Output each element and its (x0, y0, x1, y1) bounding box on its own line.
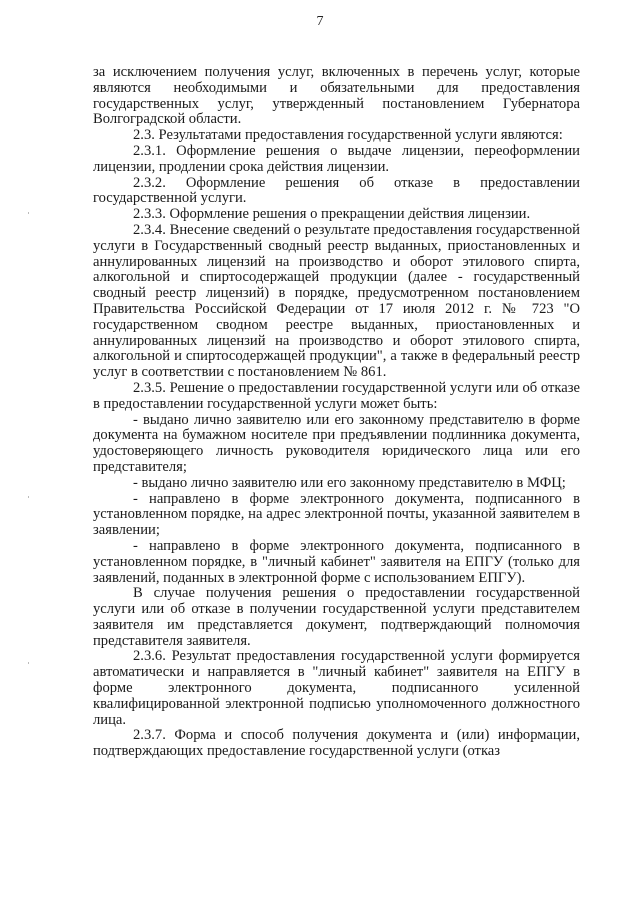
paragraph: 2.3.2. Оформление решения об отказе в предоставлении государственной услуги. (93, 174, 580, 207)
paragraph: за исключением получения услуг, включенных в перечень услуг, которые являются необходимыми и обязательными для предоставления государственных услуг, утвержденный постановлением Губернатора Волгоградской области. (93, 64, 580, 128)
paragraph: - направлено в форме электронного документа, подписанного в установленном порядке, на адрес электронной почты, указанной заявителем в заявлении; (93, 490, 580, 539)
page-number: 7 (316, 14, 324, 29)
scan-edge-mark (28, 662, 29, 664)
paragraph: 2.3.3. Оформление решения о прекращении действия лицензии. (133, 206, 531, 223)
paragraph: - выдано лично заявителю или его законному представителю в форме документа на бумажном носителе при предъявлении подлинника документа, удостоверяющего личность руководителя юридического лица или его представителя; (93, 411, 580, 475)
scan-edge-mark (28, 496, 29, 498)
paragraph: 2.3.5. Решение о предоставлении государственной услуги или об отказе в предоставлении государственной услуги может быть: (93, 379, 580, 412)
paragraph: 2.3.1. Оформление решения о выдаче лицензии, переоформлении лицензии, продлении срока действия лицензии. (93, 142, 580, 175)
paragraph: - выдано лично заявителю или его законному представителю в МФЦ; (133, 474, 566, 491)
scan-edge-mark (28, 212, 29, 214)
paragraph: 2.3.7. Форма и способ получения документа и (или) информации, подтверждающих предоставление государственной услуги (отказ (93, 727, 580, 760)
paragraph: В случае получения решения о предоставлении государственной услуги или об отказе в получении государственной услуги представителем заявителя им представляется документ, подтверждающий полномочия представителя заявителя. (93, 585, 580, 649)
document-body (93, 65, 580, 760)
paragraph: 2.3. Результатами предоставления государственной услуги являются: (133, 127, 563, 144)
paragraph: - направлено в форме электронного документа, подписанного в установленном порядке, в "личный кабинет" заявителя на ЕПГУ (только для заявлений, поданных в электронной форме с использованием ЕПГУ). (93, 537, 580, 586)
paragraph: 2.3.6. Результат предоставления государственной услуги формируется автоматически и направляется в "личный кабинет" заявителя на ЕПГУ в форме электронного документа, подписанного усиленной квалифицированной электронной подписью уполномоченного должностного лица. (93, 648, 580, 728)
paragraph: 2.3.4. Внесение сведений о результате предоставления государственной услуги в Государственный сводный реестр выданных, приостановленных и аннулированных лицензий на производство и оборот этилового спирта, алкогольной и спиртосодержащей продукции (далее - государственный сводный реестр лицензий) в порядке, предусмотренном постановлением Правительства Российской Федерации от 17 июля 2012 г. № 723 "О государственном сводном реестре выданных, приостановленных и аннулированных лицензий на производство и оборот этилового спирта, алкогольной и спиртосодержащей продукции", а также в федеральный реестр услуг в соответствии с постановлением № 861. (93, 221, 580, 381)
